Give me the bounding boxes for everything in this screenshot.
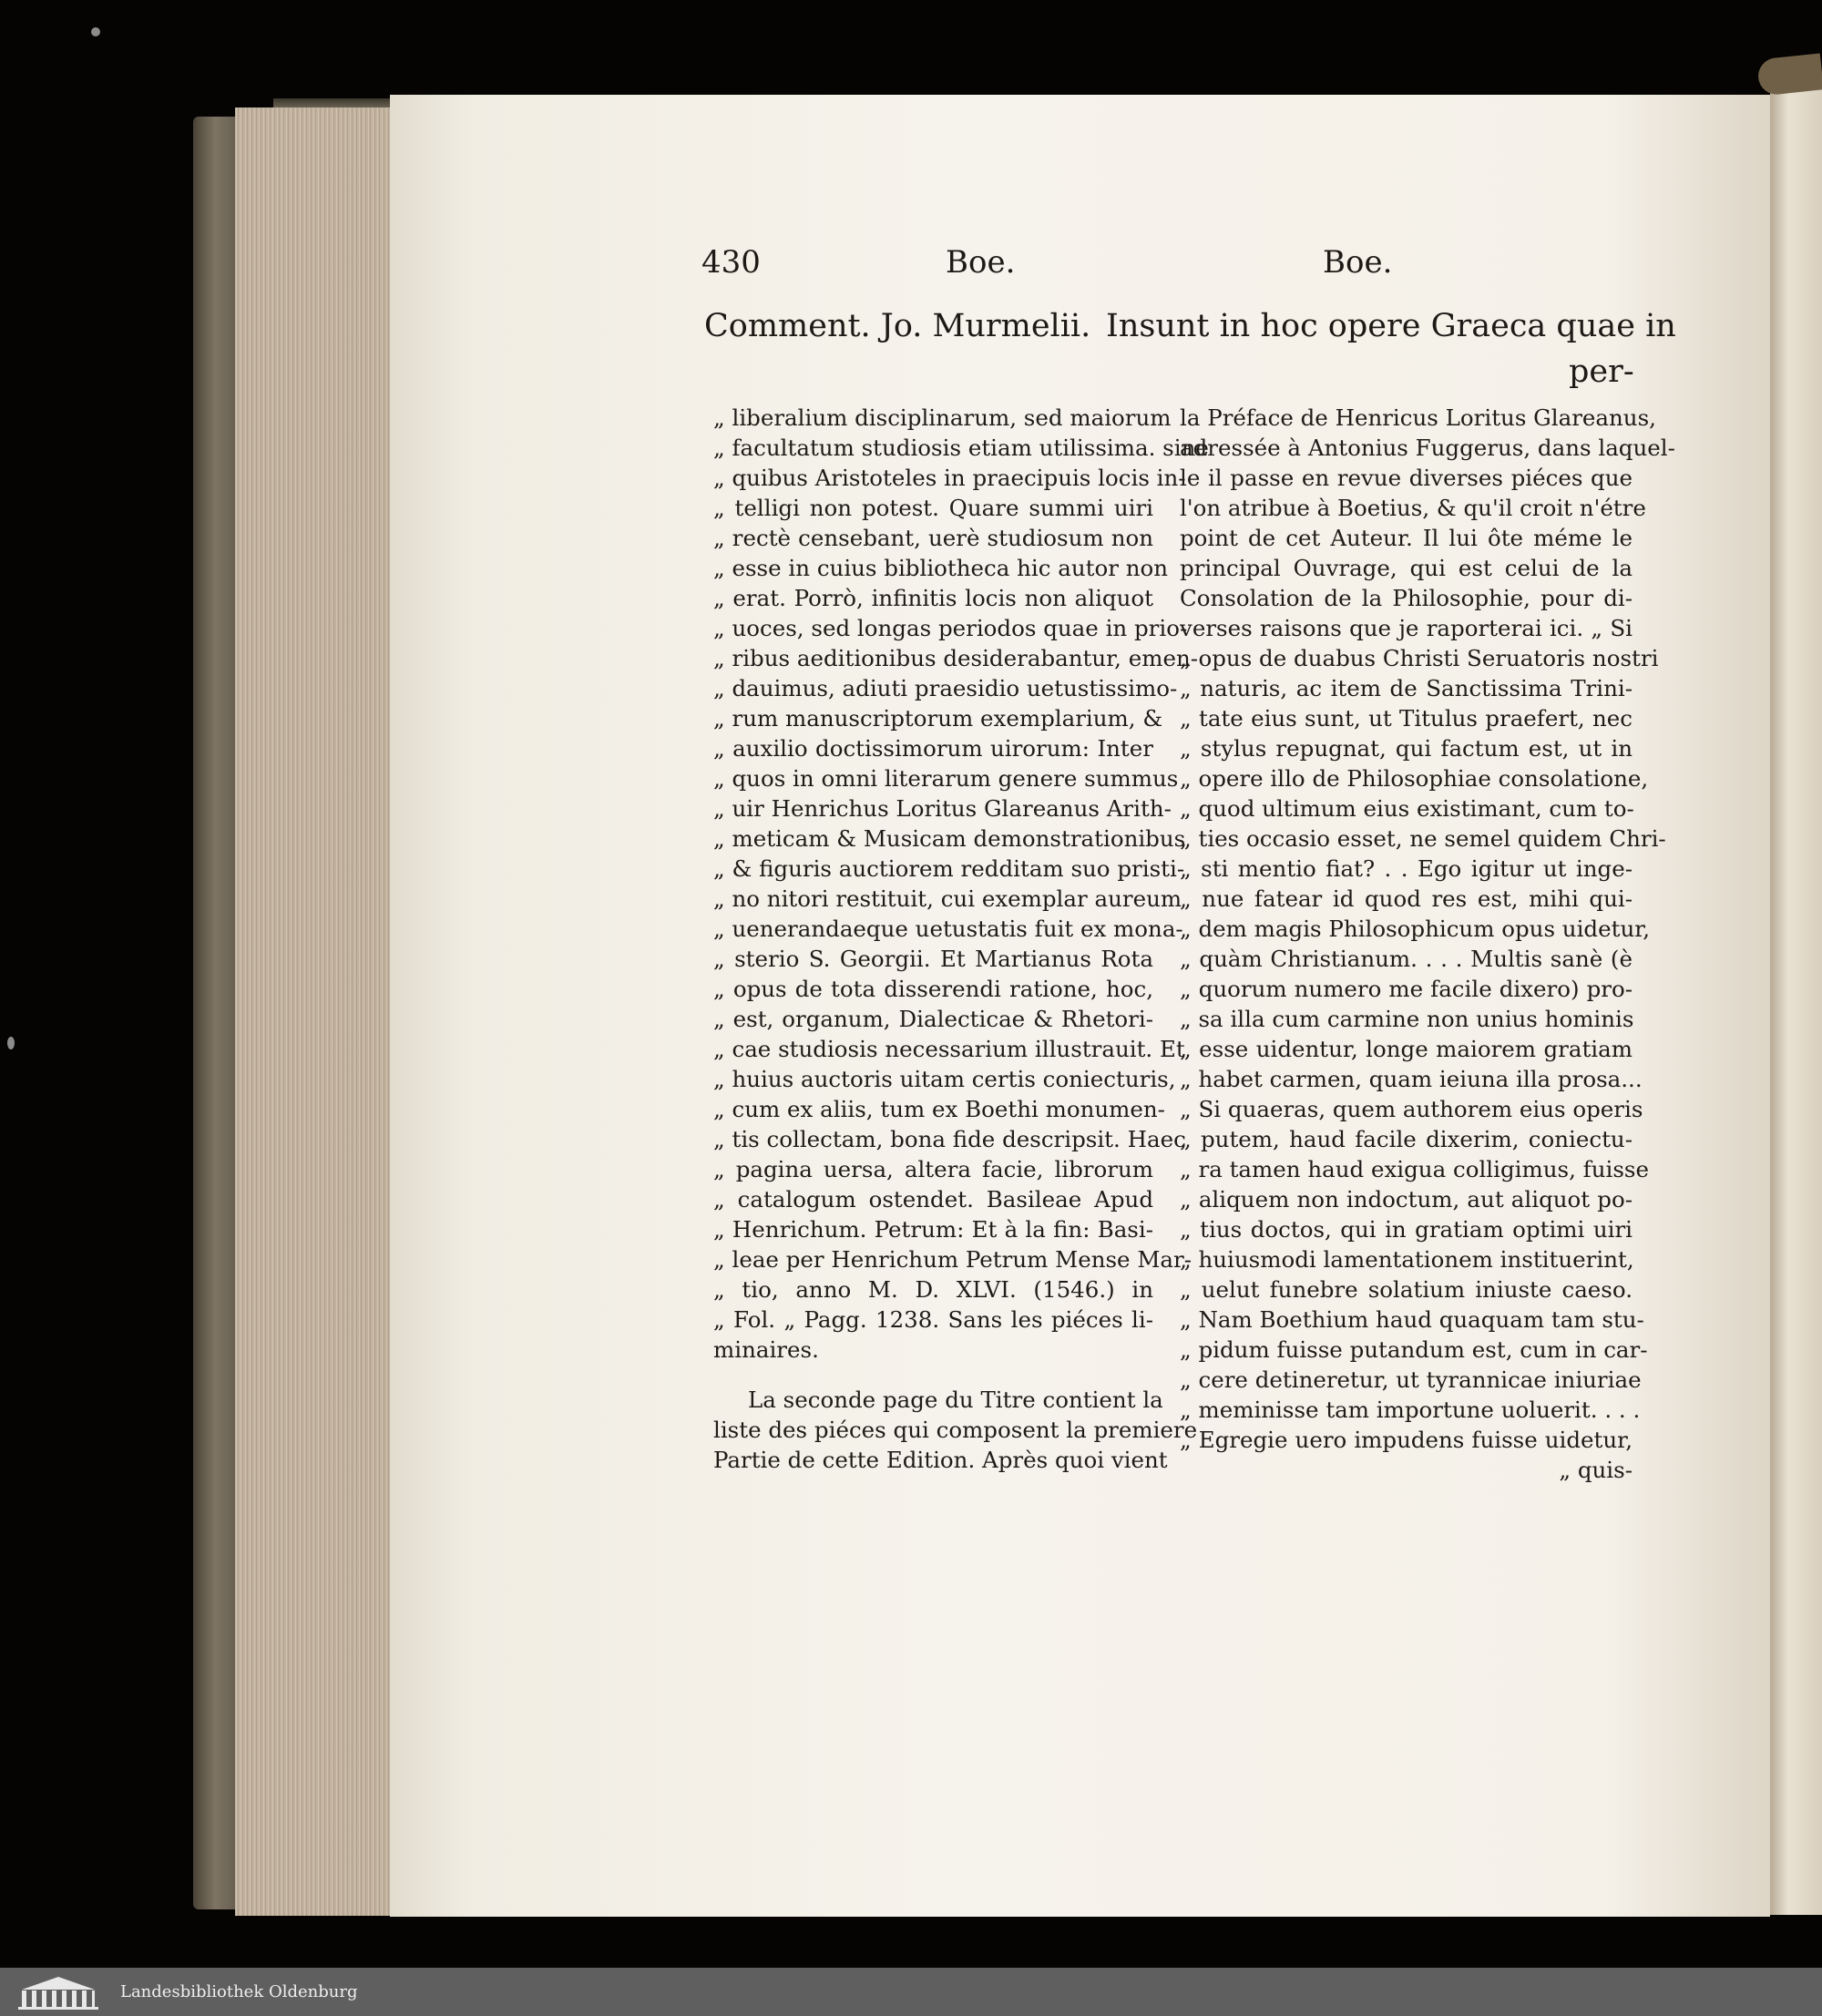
text-line: „ ra tamen haud exigua colligimus, fuisse	[1180, 1156, 1649, 1182]
text-line: Consolation de la Philosophie, pour di-	[1180, 585, 1633, 611]
text-line: „ stylus repugnat, qui factum est, ut in	[1180, 735, 1633, 762]
text-line: verses raisons que je raporterai ici. „ Si	[1180, 615, 1633, 641]
subhead-continuation: per-	[1569, 353, 1634, 390]
text-line: minaires.	[713, 1336, 819, 1363]
left-column-paragraph-2	[713, 1385, 1198, 1475]
text-line: „ cum ex aliis, tum ex Boethi monumen-	[713, 1096, 1165, 1122]
library-building-icon[interactable]	[16, 1975, 100, 2010]
text-line: „ auxilio doctissimorum uirorum: Inter	[713, 735, 1153, 762]
text-line: „ leae per Henrichum Petrum Mense Mar-	[713, 1246, 1192, 1273]
text-line: principal Ouvrage, qui est celui de la	[1180, 555, 1633, 581]
text-line: La seconde page du Titre contient la	[748, 1387, 1163, 1413]
text-line: Partie de cette Edition. Après quoi vient	[713, 1447, 1168, 1473]
text-line: „ facultatum studiosis etiam utilissima. sine	[713, 435, 1209, 461]
text-line: „ meminisse tam importune uoluerit. . . .	[1180, 1397, 1641, 1423]
text-line: „ uelut funebre solatium iniuste caeso.	[1180, 1276, 1633, 1303]
text-line: „ Egregie uero impudens fuisse uidetur,	[1180, 1427, 1633, 1453]
text-line: la Préface de Henricus Loritus Glareanus,	[1180, 404, 1656, 431]
text-line: „ pidum fuisse putandum est, cum in car-	[1180, 1336, 1648, 1363]
text-line: „ dem magis Philosophicum opus uidetur,	[1180, 916, 1651, 942]
text-line: „ rum manuscriptorum exemplarium, &	[713, 705, 1163, 732]
text-line: „ uoces, sed longas periodos quae in prio-	[713, 615, 1188, 641]
text-line: point de cet Auteur. Il lui ôte méme le	[1180, 525, 1633, 551]
text-line: „ uir Henrichus Loritus Glareanus Arith-	[713, 795, 1172, 822]
text-line: „ opere illo de Philosophiae consolatione,	[1180, 765, 1649, 792]
text-line: „ putem, haud facile dixerim, coniectu-	[1180, 1126, 1633, 1152]
page-number: 430	[701, 244, 761, 281]
text-line: „ & figuris auctiorem redditam suo pristi-	[713, 855, 1185, 882]
text-line: „ nue fatear id quod res est, mihi qui-	[1180, 885, 1633, 912]
text-line: „ tate eius sunt, ut Titulus praefert, nec	[1180, 705, 1633, 732]
text-line: „ habet carmen, quam ieiuna illa prosa...	[1180, 1066, 1643, 1092]
text-line: „ catalogum ostendet. Basileae Apud	[713, 1186, 1153, 1213]
text-line: „ Si quaeras, quem authorem eius operis	[1180, 1096, 1643, 1122]
right-column-text	[1180, 403, 1675, 1455]
catchword: „ quis-	[1559, 1457, 1633, 1483]
text-line: „ pagina uersa, altera facie, librorum	[713, 1156, 1153, 1182]
text-line: „ ties occasio esset, ne semel quidem Chri-	[1180, 825, 1666, 852]
text-line: „ aliquem non indoctum, aut aliquot po-	[1180, 1186, 1633, 1213]
running-head-right: Boe.	[1323, 244, 1393, 281]
text-line: „ quod ultimum eius existimant, cum to-	[1180, 795, 1634, 822]
text-line: „ esse uidentur, longe maiorem gratiam	[1180, 1036, 1633, 1062]
subhead-left: Comment. Jo. Murmelii.	[704, 308, 1091, 344]
text-line: „ cere detineretur, ut tyrannicae iniuriae	[1180, 1366, 1642, 1393]
text-line: „ erat. Porrò, infinitis locis non aliquot	[713, 585, 1153, 611]
text-line: „ liberalium disciplinarum, sed maiorum	[713, 404, 1172, 431]
text-line: „ Henrichum. Petrum: Et à la fin: Basi-	[713, 1216, 1153, 1243]
text-line: „ sa illa cum carmine non unius hominis	[1180, 1006, 1634, 1032]
running-head-left: Boe.	[946, 244, 1016, 281]
text-line: „ naturis, ac item de Sanctissima Trini-	[1180, 675, 1633, 701]
scan-mark	[7, 1037, 15, 1049]
text-line: „ cae studiosis necessarium illustrauit. Et	[713, 1036, 1185, 1062]
text-line: „ uenerandaeque uetustatis fuit ex mona-	[713, 916, 1183, 942]
facing-page-edge	[1770, 84, 1822, 1915]
right-column	[1180, 403, 1675, 1485]
text-line: „ huiusmodi lamentationem instituerint,	[1180, 1246, 1634, 1273]
book-tie	[1756, 53, 1822, 96]
text-line: le il passe en revue diverses piéces que	[1180, 465, 1633, 491]
text-line: „ quibus Aristoteles in praecipuis locis in-	[713, 465, 1186, 491]
left-column	[713, 403, 1209, 1475]
text-line: „ opus de tota disserendi ratione, hoc,	[713, 976, 1153, 1002]
text-line: „ sterio S. Georgii. Et Martianus Rota	[713, 946, 1153, 972]
text-line: „ huius auctoris uitam certis coniecturis,	[713, 1066, 1176, 1092]
text-line: „ dauimus, adiuti praesidio uetustissimo-	[713, 675, 1178, 701]
text-line: „ Nam Boethium haud quaquam tam stu-	[1180, 1306, 1644, 1333]
text-line: „ ribus aeditionibus desiderabantur, emen-	[713, 645, 1199, 671]
text-line: „ quàm Christianum. . . . Multis sanè (è	[1180, 946, 1633, 972]
text-line: l'on atribue à Boetius, & qu'il croit n'étre	[1180, 495, 1646, 521]
text-line: „ meticam & Musicam demonstrationibus	[713, 825, 1186, 852]
text-line: „ rectè censebant, uerè studiosum non	[713, 525, 1153, 551]
footer-bar	[0, 1968, 1822, 2016]
left-column-paragraph-1	[713, 403, 1209, 1365]
text-line: adressée à Antonius Fuggerus, dans laquel-	[1180, 435, 1675, 461]
text-line: „ tius doctos, qui in gratiam optimi uiri	[1180, 1216, 1633, 1243]
text-line: „ quorum numero me facile dixero) pro-	[1180, 976, 1633, 1002]
text-line: „ esse in cuius bibliotheca hic autor non	[713, 555, 1169, 581]
text-line: liste des piéces qui composent la premiere	[713, 1417, 1198, 1443]
text-line: „ sti mentio fiat? . . Ego igitur ut inge-	[1180, 855, 1633, 882]
text-line: „ tio, anno M. D. XLVI. (1546.) in	[713, 1276, 1153, 1303]
text-line: „ opus de duabus Christi Seruatoris nostri	[1180, 645, 1659, 671]
text-line: „ est, organum, Dialecticae & Rhetori-	[713, 1006, 1153, 1032]
text-line: „ quos in omni literarum genere summus	[713, 765, 1179, 792]
subhead-right: Insunt in hoc opere Graeca quae in	[1106, 308, 1676, 344]
library-name[interactable]: Landesbibliothek Oldenburg	[120, 1982, 358, 2001]
text-line: „ no nitori restituit, cui exemplar aureum	[713, 885, 1182, 912]
scan-mark	[91, 27, 100, 36]
text-line: „ tis collectam, bona fide descripsit. Haec	[713, 1126, 1186, 1152]
text-line: „ telligi non potest. Quare summi uiri	[713, 495, 1153, 521]
page-edges	[235, 107, 392, 1916]
text-line: „ Fol. „ Pagg. 1238. Sans les piéces li-	[713, 1306, 1153, 1333]
